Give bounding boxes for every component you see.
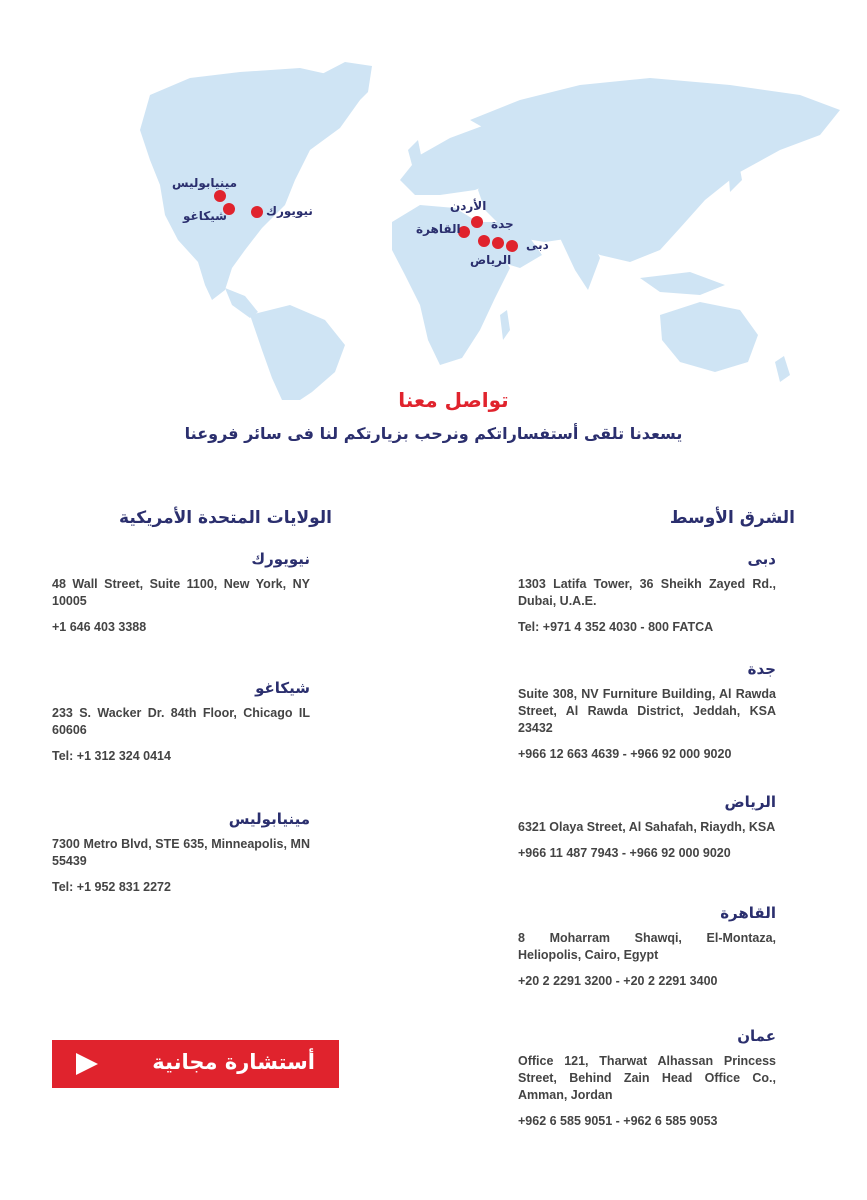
branch-name: نيويورك [251, 550, 310, 568]
branch-riyadh [518, 793, 776, 860]
asia-shape [470, 78, 840, 262]
branch-phone[interactable]: +20 2 2291 3200 - +20 2 2291 3400 [518, 974, 718, 988]
branch-phone[interactable]: Tel: +1 952 831 2272 [52, 880, 171, 894]
branch-phone[interactable]: +966 12 663 4639 - +966 92 000 9020 [518, 747, 732, 761]
city-label-cairo: القاهرة [416, 222, 461, 236]
branch-address: 7300 Metro Blvd, STE 635, Minneapolis, MN 55439 [52, 837, 310, 868]
branch-name: مينيابوليس [228, 810, 310, 828]
branch-dubai [518, 550, 776, 634]
marker-jordan[interactable] [471, 216, 483, 228]
branch-phone[interactable]: +966 11 487 7943 - +966 92 000 9020 [518, 846, 731, 860]
islands-shape [640, 272, 725, 295]
branch-address: 1303 Latifa Tower, 36 Sheikh Zayed Rd., Dubai, U.A.E. [518, 577, 776, 608]
south-america-shape [250, 305, 345, 400]
usa-heading: الولايات المتحدة الأمريكية [119, 508, 332, 528]
new-zealand-shape [775, 356, 790, 382]
branch-phone[interactable]: Tel: +971 4 352 4030 - 800 FATCA [518, 620, 714, 634]
branch-address: 233 S. Wacker Dr. 84th Floor, Chicago IL 60606 [52, 706, 310, 737]
world-map [0, 0, 867, 400]
contact-subtitle: يسعدنا تلقى أستفساراتكم ونرحب بزيارتكم لنا فى سائر فروعنا [184, 424, 683, 443]
branch-name: شيكاغو [255, 679, 310, 697]
marker-newyork[interactable] [251, 206, 263, 218]
australia-shape [660, 302, 758, 372]
branch-name: القاهرة [720, 904, 776, 922]
branch-name: الرياض [724, 793, 776, 811]
marker-dubai[interactable] [506, 240, 518, 252]
branch-address: 8 Moharram Shawqi, El-Montaza, Heliopolis, Cairo, Egypt [518, 931, 776, 962]
branch-address: 48 Wall Street, Suite 1100, New York, NY 10005 [52, 577, 310, 608]
city-label-riyadh: الرياض [470, 253, 512, 267]
city-label-dubai: دبى [526, 238, 549, 252]
continents [140, 62, 840, 400]
city-label-jordan: الأردن [450, 199, 487, 213]
central-america-shape [225, 288, 258, 318]
branch-name: دبى [747, 550, 776, 568]
branch-name: عمان [737, 1027, 776, 1045]
city-label-jeddah: جدة [491, 217, 514, 231]
play-arrow-icon [76, 1053, 98, 1075]
free-consultation-label: أستشارة مجانية [152, 1050, 315, 1074]
city-label-newyork: نيويورك [266, 204, 313, 218]
branch-chicago [52, 679, 310, 763]
branch-minneapolis [52, 810, 310, 894]
branch-cairo [518, 904, 776, 988]
branch-address: 6321 Olaya Street, Al Sahafah, Riaydh, KSA [518, 820, 776, 834]
branch-amman [518, 1027, 776, 1128]
marker-minneapolis[interactable] [214, 190, 226, 202]
branch-phone[interactable]: Tel: +1 312 324 0414 [52, 749, 171, 763]
branch-address: Suite 308, NV Furniture Building, Al Rawda Street, Al Rawda District, Jeddah, KSA 23432 [518, 687, 776, 735]
branch-address: Office 121, Tharwat Alhassan Princess Street, Behind Zain Head Office Co., Amman, Jordan [518, 1054, 776, 1102]
marker-jeddah[interactable] [478, 235, 490, 247]
branch-phone[interactable]: +1 646 403 3388 [52, 620, 147, 634]
madagascar-shape [500, 310, 510, 340]
branch-jeddah [518, 660, 776, 761]
marker-riyadh[interactable] [492, 237, 504, 249]
contact-title: تواصل معنا [398, 388, 509, 412]
branch-name: جدة [747, 660, 776, 678]
branch-phone[interactable]: +962 6 585 9051 - +962 6 585 9053 [518, 1114, 718, 1128]
city-label-minneapolis: مينيابوليس [172, 176, 238, 190]
free-consultation-button[interactable] [52, 1040, 339, 1088]
middle-east-heading: الشرق الأوسط [669, 508, 795, 528]
city-label-chicago: شيكاغو [183, 209, 227, 223]
branch-newyork [52, 550, 310, 634]
